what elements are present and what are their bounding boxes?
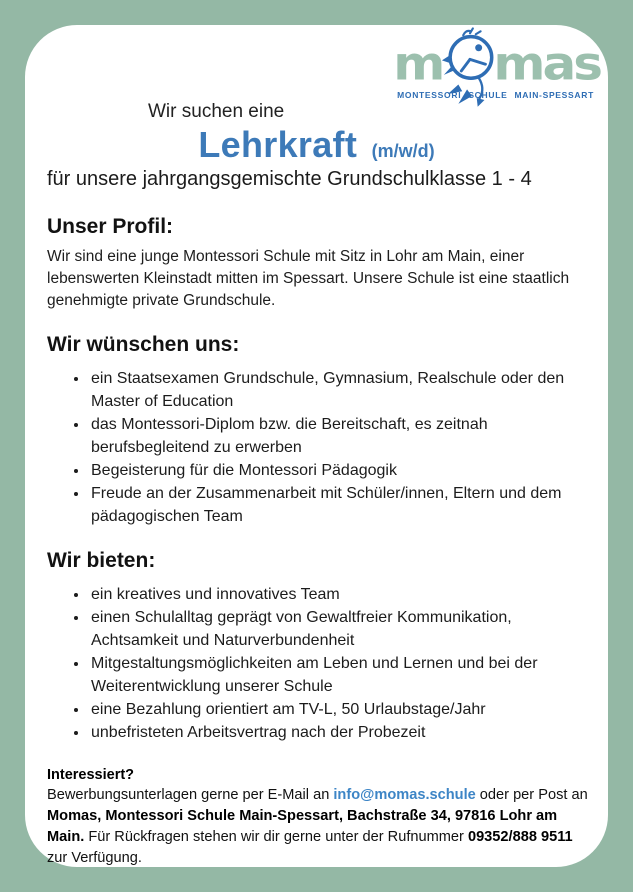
text-segment: Bewerbungsunterlagen gerne per E-Mail an [47,786,334,803]
section-profile [47,215,586,312]
footer [47,767,586,869]
text-segment: oder per Post an [475,786,588,803]
list-item: • Mitgestaltungsmöglichkeiten am Leben und Lernen und bei der Weiterentwicklung unserer Schule [89,652,586,698]
section-heading: Wir wünschen uns: [47,332,240,356]
section-offer [47,549,586,744]
text-segment: Für Rückfragen stehen wir dir gerne unter der Rufnummer [84,828,468,845]
text-segment: zur Verfügung. [47,849,142,866]
intro-text: Wir suchen eine [148,101,285,122]
section-heading: Unser Profil: [47,214,174,238]
logo-letter-m: m [393,37,443,91]
list-item: • ein Staatsexamen Grundschule, Gymnasium, Realschule oder den Master of Education [89,367,586,413]
list-item: • Begeisterung für die Montessori Pädagogik [89,459,586,482]
profile-text: Wir sind eine junge Montessori Schule mit Sitz in Lohr am Main, einer lebenswerten Kleinstadt mitten im Spessart. Unsere Schule ist eine staatlich genehmigte private Grundschule. [47,247,570,309]
list-item: • unbefristeten Arbeitsvertrag nach der Probezeit [89,721,586,744]
logo-word [340,31,600,93]
bold-text-segment: 09352/888 9511 [467,828,573,845]
logo [340,31,600,100]
offer-list [47,583,586,744]
footer-heading: Interessiert? [47,766,135,783]
footer-text [47,785,592,869]
list-item: • eine Bezahlung orientiert am TV-L, 50 Urlaubstage/Jahr [89,698,586,721]
list-item: • ein kreatives und innovatives Team [89,583,586,606]
logo-subtitle: MONTESSORI SCHULE MAIN-SPESSART [397,90,594,100]
logo-letters-mas: mas [493,37,600,91]
list-item: • einen Schulalltag geprägt von Gewaltfreier Kommunikation, Achtsamkeit und Naturverbundenheit [89,606,586,652]
bold-text-segment: Momas, Montessori Schule Main-Spessart, Bachstraße 34, 97816 Lohr am Main. [47,807,558,845]
list-item: • Freude an der Zusammenarbeit mit Schüler/innen, Eltern und dem pädagogischen Team [89,482,586,528]
bird-clock-icon [440,27,498,113]
wishes-list [47,367,586,528]
headline [47,126,586,164]
job-title: Lehrkraft [198,124,358,165]
gender-note: (m/w/d) [371,141,435,161]
section-wishes [47,333,586,528]
flyer-card [25,25,608,867]
section-heading: Wir bieten: [47,548,156,572]
email-link[interactable]: info@momas.schule [333,786,476,803]
list-item: • das Montessori-Diplom bzw. die Bereitschaft, es zeitnah berufsbegleitend zu erwerben [89,413,586,459]
headline-subtitle: für unsere jahrgangsgemischte Grundschulklasse 1 - 4 [47,167,532,190]
